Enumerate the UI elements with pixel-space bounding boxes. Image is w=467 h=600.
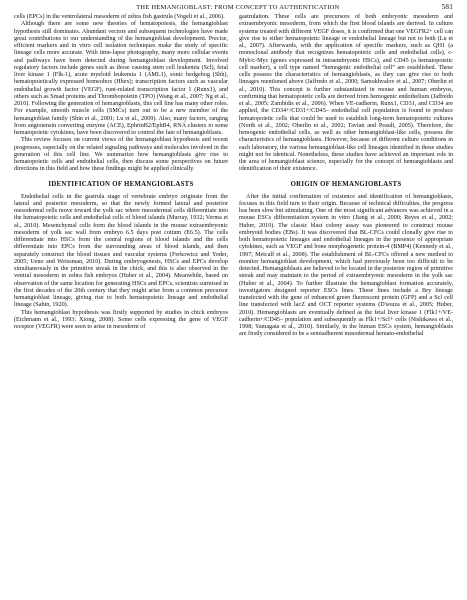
running-header (14, 3, 453, 11)
page-number: 581 (441, 3, 453, 11)
right-column (239, 14, 453, 339)
section-heading: IDENTIFICATION OF HEMANGIOBLASTS (48, 180, 194, 188)
paragraph: Endothelial cells in the gastrula stage of vertebrate embryo originate from the lateral and posterior mesoderm, so that the newly formed lateral and posterior mesodermal cells move toward the yolk sac where mesodermal cells differentiate into the hematopoietic cells and endothelial cells of blood islands (Murray, 1932; Verma et al., 2010). Mesenchymal cells form the blood islands in the mouse extraembryonic mesoderm of yolk sac wall from embryo 6.5 days post coitum (E6.5). The cells differentiate into HSCs from the central regions of blood islands and the cells differentiate into EPCs from the surrounding areas of blood islands, and then separately construct the blood tissues and vascular systems (Ferkowicz and Yoder, 2005; Ueno and Weissman, 2010). During embryogenesis, HSCs and EPCs develop simultaneously in the primitive streak in the chick, and this is also observed in the ventral mesoderm in zebra fish embryos (Huber et al., 2004). Meanwhile, based on observation of the same location for generating HSCs and EPCs, scientists surmised in the first decades of the 20th century that they might arise from a common precursor hemangioblast lineage, giving rise to both hematopoietic lineage and endothelial lineage (Sabin, 1920). (14, 193, 228, 309)
paragraph: This hemangioblast hypothesis was firstly supported by studies in chick embryos (Eichmann et al., 1993; Xiong, 2008). Some cells expressing the gene of VEGF receptor (VEGFR) were seen to arise in mesoderm of (14, 309, 228, 330)
paragraph: cells (EPCs) in the ventrolateral mesoderm of zebra fish gastrula (Vogeli et al., 2006). (14, 14, 225, 20)
two-column-body (14, 14, 453, 339)
paragraph: This review focuses on current views of the hemangioblast hypothesis and recent progresses, especially on the related signaling pathways and molecules involved in the generation of this cell line. We summarize how hemangioblasts give rise to hematopoietic cells and endothelial cells, then discuss some perspectives on future directions in this field and how these findings might be applied clinically. (14, 137, 228, 173)
running-title: THE HEMANGIOBLAST: FROM CONCEPT TO AUTHENTICATION (136, 4, 340, 11)
paragraph: Although there are some new theories of hematopoiesis, the hemangioblast hypothesis still dominates. Abundant vectors and subsequent technologies have made great contributions to our understanding of the hemangioblast development. Precise, efficient markers and in vitro cell isolation techniques make the study of specific lineage cells more accurate. With time-lapse photography, many more cellular events and pathways have been detected during hemangioblast development. Involved regulatory factors include genes such as those causing stem cell leukemia (Scl), fetal liver kinase 1 (Flk-1), acute myeloid leukemia 1 (AML1), sonic hedgehog (Shh), hematopoietically expressed homeobox (Hhex); transcription factors such as vascular endothelial growth factor (VEGF), runt-related transcription factor 1 (Runx1), and others such as Smad proteins and Thrombopoietin (TPO) (Wang et al., 2007; Ng et al., 2010). Following the generation of hemangioblasts, this cell line has many other roles. For example, smooth muscle cells (SMCs) turn out to be a new member of the hemangioblast family (Shin et al., 2001; Lu et al., 2009). Also, many factors, ranging from angiotensin converting enzyme (ACE), EphrinB2/EphB4, RNA clusters to some hematopoietic cytokines, have been discovered to control the fate of hemangioblasts. (14, 21, 228, 136)
paragraph: gastrulation. These cells are precursors of both embryonic mesoderm and extraembryonic mesoderm, from which the first blood islands are derived. In culture systems treated with different VEGF doses, it is confirmed that one VEGFR2+ cell can give rise to either hematopoietic lineage or endothelial lineage but not to both (Lu et al., 2007). Afterwards, with the application of specific markers, such as QH1 (a monoclonal antibody that recognizes hematopoietic cells and endothelial cells), c-Myb/c-Myc (genes expressed in intraembryonic HSCs), and CD45 (a hematopoietic cell marker), a cell type named “hemogenic endothelial cell” are established. These cells possess the characteristics of hemangioblasts, as they can give rise to both lineages mentioned above (Jaffredo et al., 2000; Samokhvalov et al., 2007; Oberlin et al., 2010). This concept is further substantiated in mouse and human embryos, confirming that hematopoietic cells are derived from hemogenic endothelium (Jaffredo et al., 2005; Zambidis et al., 2006). When VE-cadherin, Runx1, CD31, and CD34 are applied, the CD34+/CD31+/CD45– endothelial cell population is found to produce hematopoietic cells that could be used to establish long-term hematopoietic cultures (North et al., 2002; Oberlin et al., 2002; Tavian and Peault, 2005). Therefore, the hemogenic endothelial cells, as well as other hemangioblast-like cells, possess the characteristics of hemangioblasts. However, because of different culture conditions in each laboratory, the various hemangioblast-like cell lineages identified in these studies might not be identical. Nonetheless, these studies have achieved an important role in the area of hemangioblast science, especially for the concept of hemangioblasts and identification of their existence. (239, 14, 453, 173)
paragraph: After the initial confirmation of existence and identification of hemangioblasts, focuses in this field turn to their origin. Because of technical difficulties, the progress has been slow but stimulating. One of the most significant advances was achieved in a mouse ESCs differentiation system in vitro (Jiang et al., 2000; Reyes et al., 2002; Huber, 2010). The classic blast colony assay was pioneered to construct mouse embryoid bodies (EBs). It was discovered that BL-CFCs could clonally give rise to both hematopoietic lineages and endothelial lineages in the presence of appropriate cytokines, such as VEGF and bone morphogenetic protein-4 (BMP4) (Kennedy et al., 1997; Metcalf et al., 2008). The establishment of BL-CFCs offered a new method to monitor hemangioblast development, which had previously been too difficult to be detected. Hemangioblasts are believed to be located in the posterior region of primitive streak and may maintain to the period of extraembryonic mesoderm in the yolk sac (Huber et al., 2004). To further illustrate the hemangioblast formation accurately, investigators designed reporter ESCs lines. These lines include a Bry lineage transfected with the gene of enhanced green fluorescent protein (GFP) and a Scl cell line transfected with lacZ and OCT reporter systems (D'souza et al., 2005; Huber, 2010). Hemangioblasts are eventually defined as the fetal liver kinase 1 (Flk1+/VE-cadherin+/CD45– population and subsequently as Flk1+/Scl+ cells (Nishikawa et al., 1998; Yamagata et al., 2010). Similarly, in the human ESCs system, hemangioblasts are firstly considered to be a semiadherent mesodermal hemato-endothelial (239, 193, 453, 338)
left-column (14, 14, 228, 339)
section-heading: ORIGIN OF HEMANGIOBLASTS (290, 180, 402, 188)
